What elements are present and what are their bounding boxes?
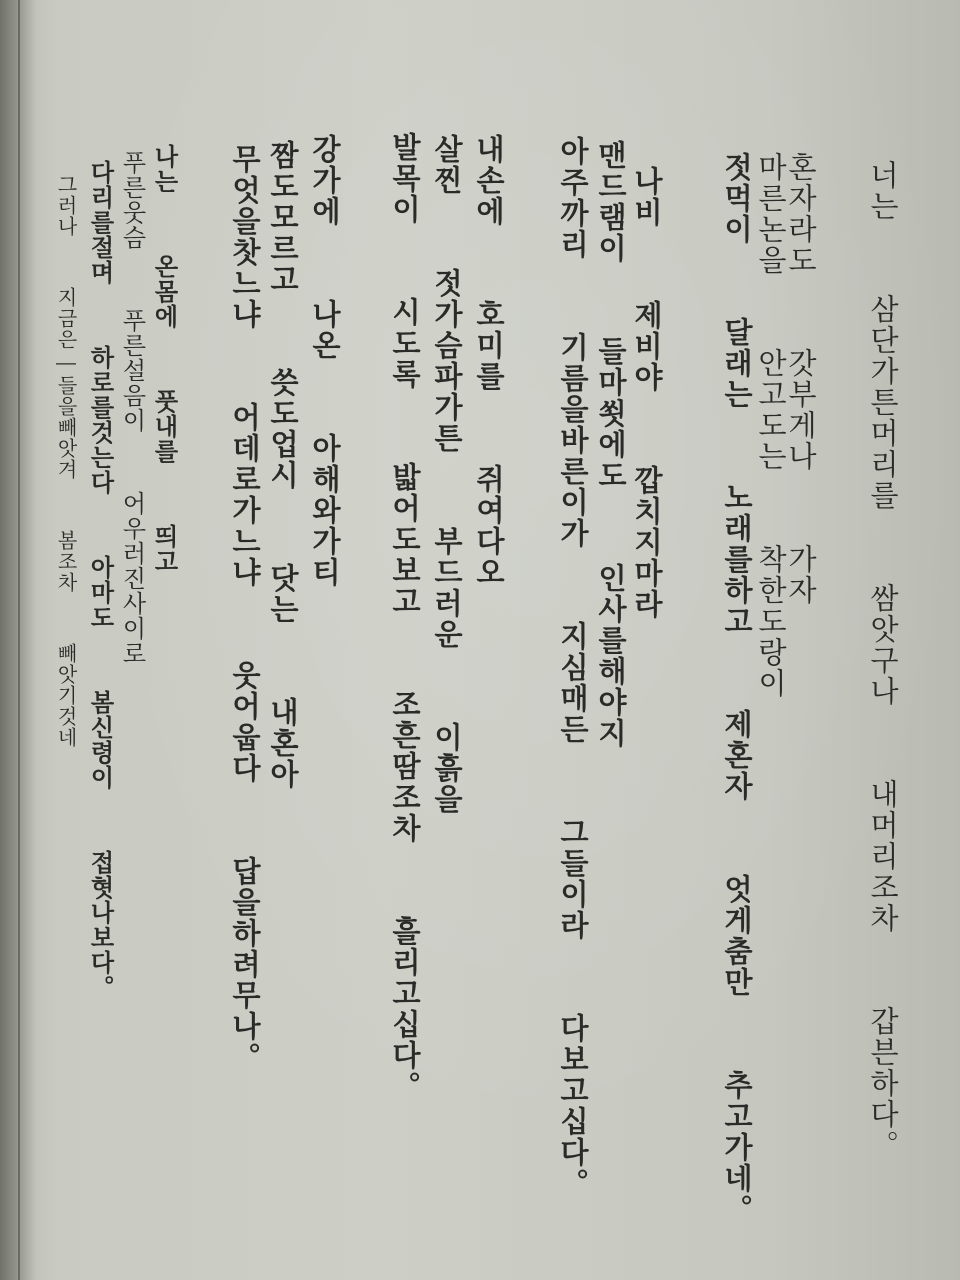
poem-line: 나비 제비야 깝치지마라 bbox=[630, 166, 664, 620]
poem-line: 발목이 시도록 밟어도보고 조흔땀조차 흘리고십다。 bbox=[388, 132, 422, 1102]
poem-line: 아주까리 기름을바른이가 지심매든 그들이라 다보고십다。 bbox=[556, 136, 590, 1199]
poem-line: 짬도모르고 씃도업시 닷는 내혼아 bbox=[266, 140, 300, 790]
poem-line: 푸른웃슴 푸른설음이 어우러진사이로 bbox=[118, 150, 146, 666]
poem-line: 강가에 나온 아해와가티 bbox=[308, 134, 342, 588]
book-gutter-edge bbox=[18, 0, 20, 1280]
poem-line: 내손에 호미를 쥐여다오 bbox=[472, 134, 506, 588]
poem-line: 무엇을찻느냐 어데로가느냐 웃어웁다 답을하려무나。 bbox=[228, 144, 262, 1073]
poem-line: 다리를절며 하로를것는다 아마도 봄신령이 접혓나보다。 bbox=[86, 160, 115, 1000]
poem-line: 마른논을 안고도는 착한도랑이 bbox=[754, 152, 788, 699]
poem-line: 혼자라도 갓부게나 가자 bbox=[784, 152, 818, 606]
poem-line: 너는 삼단가튼머리를 쌈앗구나 내머리조차 갑븐하다。 bbox=[866, 160, 900, 1161]
poem-line: 맨드램이 들마쐿에도 인사를해야지 bbox=[594, 140, 628, 749]
poem-line: 나는 온몸에 풋내를 띄고 bbox=[150, 144, 179, 574]
poem-line: 그러나 지금은―들을빼앗겨 봄조차 빼앗기것네 bbox=[54, 174, 78, 748]
poem-line: 젓먹이 달래는 노래를하고 제혼자 엇게춤만 추고가네。 bbox=[720, 152, 754, 1225]
poem-line: 살찐 젓가슴파가튼 부드러운 이흙을 bbox=[430, 134, 464, 815]
